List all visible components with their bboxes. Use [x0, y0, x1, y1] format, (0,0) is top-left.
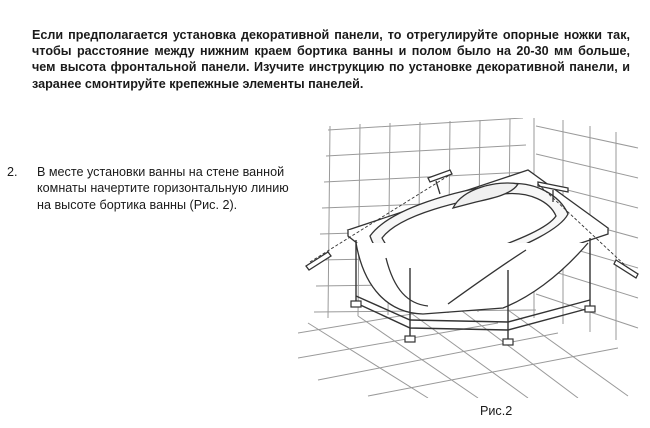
intro-paragraph: Если предполагается установка декоративной панели, то отрегулируйте опорные ножки так, чтобы расстояние между нижним краем бортика ванны и полом было на 20-30 мм больше, чем высота фронтальной панели. Изучите инструкцию по установке декоративной панели, и заранее смонтируйте крепежные элементы панелей. — [32, 27, 630, 91]
figure-caption: Рис.2 — [480, 404, 513, 418]
bathtub-figure — [298, 118, 643, 398]
step-text: В месте установки ванны на стене ванной комнаты начертите горизонтальную линию на высоте бортика ванны (Рис. 2). — [37, 165, 289, 212]
step-number: 2. — [7, 165, 18, 179]
corner-bathtub-illustration — [298, 118, 643, 398]
